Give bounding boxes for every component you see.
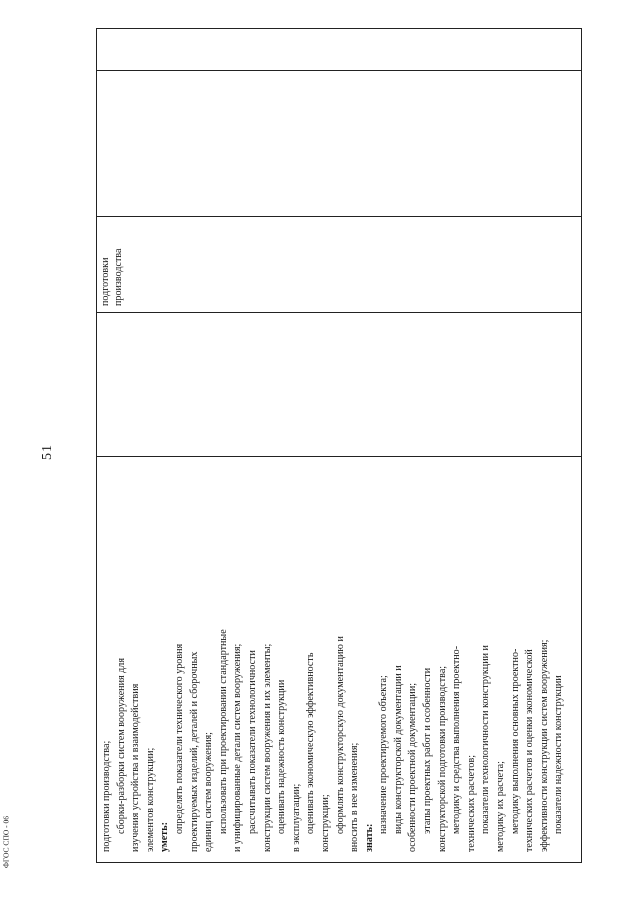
content-line: конструкции систем вооружения и их элементы;: [261, 643, 273, 852]
content-line: этапы проектных работ и особенности: [422, 667, 434, 834]
content-line: эффективности конструкции систем вооружения;: [538, 639, 550, 852]
section-cell: [97, 216, 581, 312]
content-line: вносить в нее изменения;: [349, 742, 361, 852]
content-line: конструкторской подготовки производства;: [436, 665, 448, 852]
content-line: рассчитывать показатели технологичности: [246, 650, 258, 834]
content-line: технических расчетов;: [465, 754, 477, 852]
content-line: конструкции;: [319, 794, 331, 852]
table-region: [96, 28, 582, 863]
content-line: и унифицированные детали систем вооружения;: [232, 643, 244, 852]
empty-cell-2: [97, 312, 581, 456]
content-line: методику их расчета;: [495, 761, 507, 852]
content-line: в эксплуатации;: [290, 783, 302, 852]
section-label: подготовки производства: [100, 248, 124, 306]
content-line: оформлять конструкторскую документацию и: [334, 636, 346, 834]
content-line: показатели надежности конструкции: [553, 675, 565, 834]
content-line: назначение проектируемого объекта;: [378, 675, 390, 834]
content-line: оценивать надежность конструкции: [276, 679, 288, 834]
competence-content-cell: [97, 456, 581, 862]
content-line: методику выполнения основных проектно-: [509, 648, 521, 834]
content-line: использовать при проектировании стандартные: [217, 629, 229, 834]
content-line: оценивать экономическую эффективность: [305, 652, 317, 834]
content-line: виды конструкторской документации и: [392, 665, 404, 834]
content-line: особенности проектной документации;: [407, 682, 419, 852]
content-line: изучения устройства и взаимодействия: [130, 683, 142, 852]
content-line: технических расчетов и оценки экономической: [524, 649, 536, 852]
content-line: показатели технологичности конструкции и: [480, 645, 492, 834]
content-line: единиц систем вооружения;: [203, 732, 215, 852]
content-line: подготовки производства;: [101, 740, 112, 852]
content-line: проектируемых изделий, деталей и сборочных: [188, 651, 200, 852]
page-number: 51: [40, 444, 55, 460]
content-line: уметь:: [159, 822, 171, 852]
empty-cell-5: [97, 29, 581, 70]
curriculum-table: [96, 28, 582, 863]
content-line: определять показатели технического уровня: [173, 643, 185, 834]
content-line: сборки-разборки систем вооружения для: [115, 658, 127, 834]
content-lines: [100, 463, 567, 852]
content-line: методику и средства выполнения проектно-: [451, 645, 463, 834]
content-line: элементов конструкции;: [144, 747, 156, 852]
content-line: знать:: [363, 823, 375, 852]
empty-cell-4: [97, 70, 581, 216]
footer-code: ФГОС СПО - 06: [1, 815, 11, 869]
